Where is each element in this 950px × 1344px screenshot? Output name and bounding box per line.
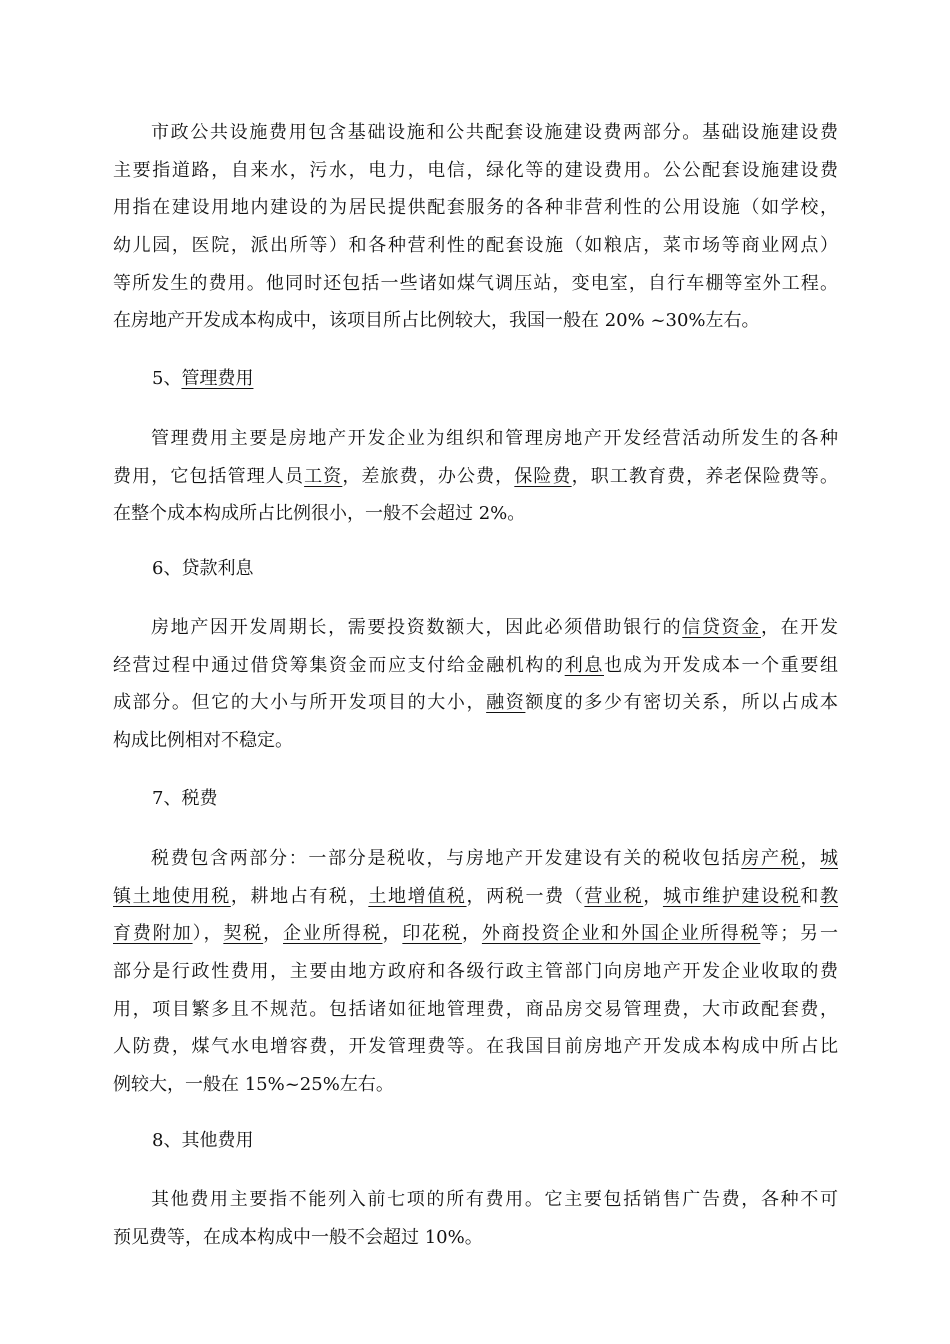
paragraph-line: [113, 458, 838, 496]
paragraph-line: 管理费用主要是房地产开发企业为组织和管理房地产开发经营活动所发生的各种: [151, 428, 838, 449]
section-heading-management-fees: [152, 367, 253, 391]
heading-number: 5、: [152, 368, 182, 389]
heading-number: 6、: [152, 558, 182, 579]
section-heading-other-fees: [152, 1129, 253, 1153]
paragraph-line: 预见费等，在成本构成中一般不会超过 10%。: [113, 1226, 483, 1248]
text-run: ，: [382, 923, 403, 945]
link-insurance-fees[interactable]: 保险费: [514, 465, 572, 487]
heading-title: 贷款利息: [181, 558, 254, 579]
paragraph-other-fees: [113, 1181, 838, 1256]
paragraph-line: [113, 840, 838, 878]
text-run: 额度的多少有密切关系，所以占成本: [525, 692, 839, 714]
paragraph-line: 幼儿园，医院，派出所等）和各种营利性的配套设施（如粮店，菜市场等商业网点）: [113, 235, 838, 257]
heading-number: 7、: [152, 788, 182, 809]
text-run: 等；另一: [760, 923, 839, 945]
link-interest[interactable]: 利息: [564, 654, 604, 676]
paragraph-line: 在房地产开发成本构成中，该项目所占比例较大，我国一般在 20% ~30%左右。: [113, 310, 760, 332]
link-land-value-added-tax[interactable]: 土地增值税: [368, 885, 467, 907]
text-run: 经营过程中通过借贷筹集资金而应支付给金融机构的: [113, 654, 565, 676]
paragraph-line: 部分是行政性费用，主要由地方政府和各级行政主管部门向房地产开发企业收取的费: [113, 961, 838, 983]
link-education-surcharge[interactable]: 育费附加: [113, 923, 193, 945]
paragraph-line: [113, 609, 838, 647]
text-run: 和: [800, 885, 821, 907]
section-heading-taxes: [152, 787, 217, 811]
paragraph-line: 构成比例相对不稳定。: [113, 730, 293, 752]
heading-title: 其他费用: [181, 1130, 254, 1151]
text-run: ，: [462, 923, 482, 945]
paragraph-municipal-facilities: [113, 114, 838, 340]
text-run: 房地产因开发周期长，需要投资数额大，因此必须借助银行的: [151, 617, 683, 638]
paragraph-line: 在整个成本构成所占比例很小，一般不会超过 2%。: [113, 503, 526, 525]
paragraph-line: [113, 647, 838, 685]
link-property-tax[interactable]: 房产税: [741, 848, 801, 869]
text-run: ，耕地占有税，: [230, 885, 369, 907]
paragraph-line: 市政公共设施费用包含基础设施和公共配套设施建设费两部分。基础设施建设费: [151, 122, 838, 143]
text-run: 税费包含两部分：一部分是税收，与房地产开发建设有关的税收包括: [151, 848, 742, 869]
paragraph-line: [113, 915, 838, 953]
text-run: ，职工教育费，养老保险费等。: [571, 465, 839, 487]
paragraph-line: [113, 878, 838, 916]
link-urban-land-use-tax[interactable]: 城: [820, 848, 839, 869]
text-run: ，差旅费，办公费，: [342, 465, 515, 487]
link-wages[interactable]: 工资: [304, 465, 343, 487]
paragraph-line: 用，项目繁多且不规范。包括诸如征地管理费，商品房交易管理费，大市政配套费，: [113, 998, 838, 1020]
paragraph-line: 例较大，一般在 15%~25%左右。: [113, 1074, 394, 1096]
link-stamp-tax[interactable]: 印花税: [402, 923, 463, 945]
paragraph-line: 人防费，煤气水电增容费，开发管理费等。在我国目前房地产开发成本构成中所占比: [113, 1036, 838, 1058]
link-corporate-income-tax[interactable]: 企业所得税: [283, 923, 383, 945]
link-management-fees[interactable]: 管理费用: [181, 368, 254, 389]
text-run: ，在开发: [760, 617, 839, 638]
link-business-tax[interactable]: 营业税: [584, 885, 644, 907]
text-run: 成部分。但它的大小与所开发项目的大小，: [113, 692, 487, 714]
paragraph-line: [113, 684, 838, 722]
link-education-surcharge[interactable]: 教: [820, 885, 839, 907]
text-run: ，两税一费（: [466, 885, 585, 907]
paragraph-line: 用指在建设用地内建设的为居民提供配套服务的各种非营利性的公用设施（如学校，: [113, 197, 838, 219]
link-urban-maintenance-tax[interactable]: 城市维护建设税: [662, 885, 801, 907]
link-deed-tax[interactable]: 契税: [223, 923, 264, 945]
text-run: 费用，它包括管理人员: [113, 465, 305, 487]
section-heading-loan-interest: [152, 557, 253, 581]
text-run: 也成为开发成本一个重要组: [603, 654, 839, 676]
paragraph-line: 等所发生的费用。他同时还包括一些诸如煤气调压站，变电室，自行车棚等室外工程。: [113, 272, 838, 294]
text-run: ），: [192, 923, 224, 945]
link-financing[interactable]: 融资: [486, 692, 526, 714]
paragraph-loan-interest: [113, 609, 838, 760]
text-run: ，: [643, 885, 663, 907]
link-foreign-enterprise-income-tax[interactable]: 外商投资企业和外国企业所得税: [481, 923, 761, 945]
heading-title: 税费: [181, 788, 218, 809]
paragraph-management-fees: [113, 420, 838, 533]
link-credit-funds[interactable]: 信贷资金: [682, 617, 761, 638]
paragraph-taxes: [113, 840, 838, 1104]
heading-number: 8、: [152, 1130, 182, 1151]
text-run: ，: [263, 923, 284, 945]
paragraph-line: 主要指道路，自来水，污水，电力，电信，绿化等的建设费用。公公配套设施建设费: [113, 159, 838, 181]
link-urban-land-use-tax[interactable]: 镇土地使用税: [113, 885, 231, 907]
paragraph-line: 其他费用主要指不能列入前七项的所有费用。它主要包括销售广告费，各种不可: [151, 1189, 838, 1210]
text-run: ，: [800, 848, 821, 869]
